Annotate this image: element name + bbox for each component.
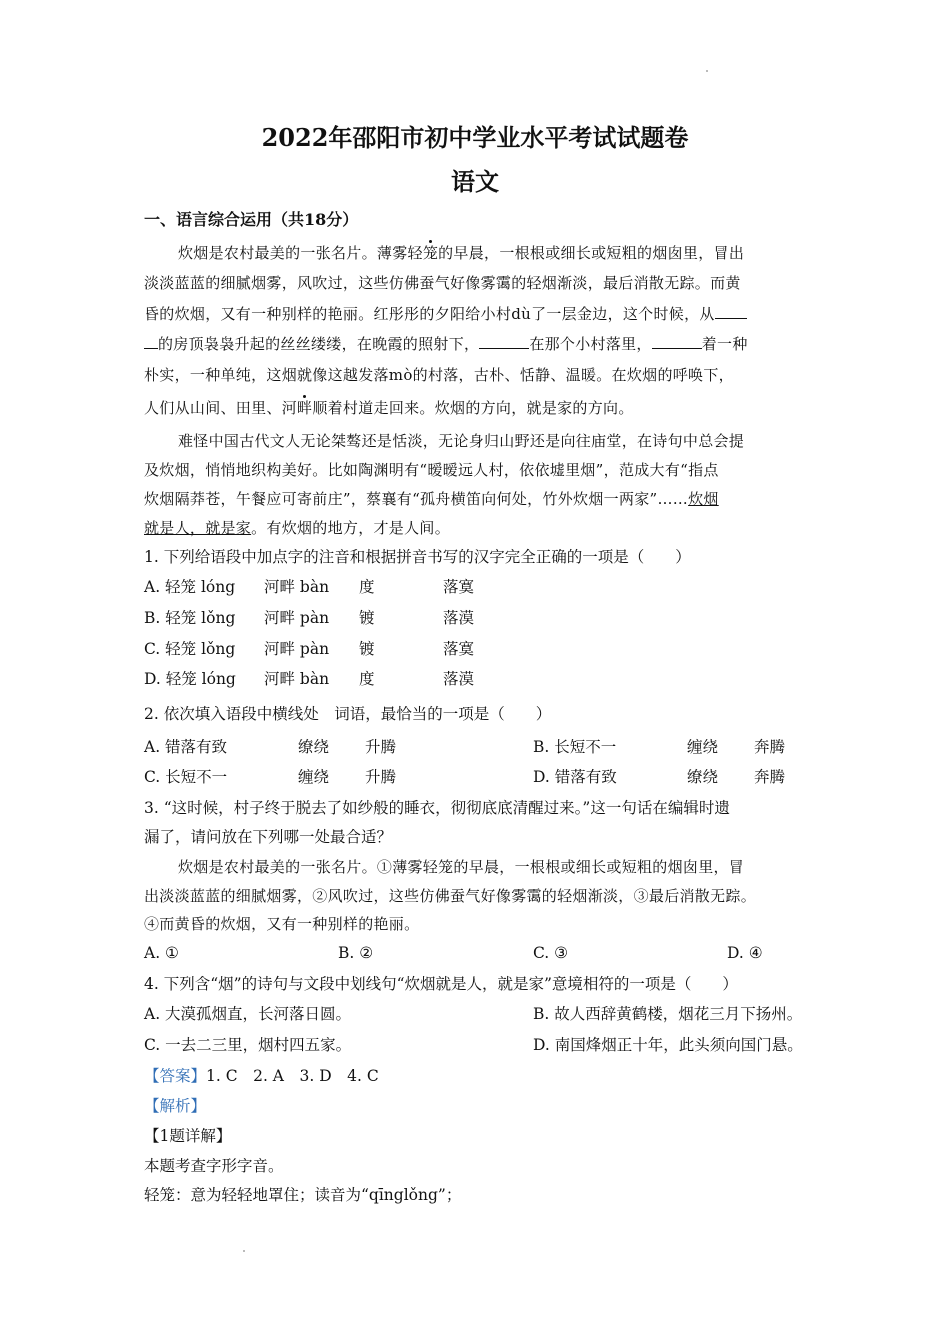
passage1-line: 的房顶袅袅升起的丝丝缕缕，在晚霞的照射下， 在那个小村落里， 着一种	[144, 334, 748, 354]
passage2-line: 及炊烟，悄悄地织构美好。比如陶渊明有“暧暧远人村，依依墟里烟”，范成大有“指点	[144, 461, 719, 479]
q1-option-c: 镀	[359, 640, 375, 658]
q1-option-d: 河畔 bàn	[264, 670, 330, 688]
underlined-sentence: 炊烟	[688, 490, 719, 508]
q2-option-c: 缠绕	[298, 768, 330, 786]
q1-option-b: B. 轻笼 lǒng	[144, 609, 236, 627]
q2-option-b: 奔腾	[754, 738, 786, 756]
q4-option-a: A. 大漠孤烟直，长河落日圆。	[144, 1005, 352, 1023]
passage1-line: 朴实，一种单纯，这烟就像这越发落mò的村落，古朴、恬静、温暖。在炊烟的呼唤下，	[144, 366, 734, 384]
q2-option-d: 缭绕	[687, 768, 719, 786]
question-2-stem: 2. 依次填入语段中横线处 词语，最恰当的一项是（ ）	[144, 705, 552, 723]
answer-text: 1. C 2. A 3. D 4. C	[206, 1067, 379, 1085]
analysis-label: 【解析】	[144, 1097, 207, 1115]
passage1-line: 昏的炊烟，又有一种别样的艳丽。红彤彤的夕阳给小村dù了一层金边，这个时候，从	[144, 304, 747, 324]
q1-option-c: C. 轻笼 lǒng	[144, 640, 236, 658]
q1-option-d: 度	[359, 670, 375, 688]
detail-label: 【1题详解】	[144, 1127, 232, 1145]
q4-option-d: D. 南国烽烟正十年，此头须向国门悬。	[533, 1036, 803, 1054]
q1-option-b: 落漠	[443, 609, 475, 627]
passage1-line: 人们从山间、田里、河畔顺着村道走回来。炊烟的方向，就是家的方向。	[144, 399, 634, 417]
q1-option-d: D. 轻笼 lóng	[144, 670, 236, 688]
q1-option-a: A. 轻笼 lóng	[144, 578, 236, 596]
q1-option-a: 度	[359, 578, 375, 596]
q4-option-b: B. 故人西辞黄鹤楼，烟花三月下扬州。	[533, 1005, 803, 1023]
q1-option-a: 落寞	[443, 578, 475, 596]
question-3-stem: 3. “这时候，村子终于脱去了如纱般的睡衣，彻彻底底清醒过来。”这一句话在编辑时遗	[144, 799, 730, 817]
section-heading: 一、语言综合运用（共18分）	[144, 210, 359, 229]
q2-option-a: 缭绕	[298, 738, 330, 756]
q2-option-c: C. 长短不一	[144, 768, 228, 786]
question-3-passage: 出淡淡蓝蓝的细腻烟雾，②风吹过，这些仿佛蚕气好像雾霭的轻烟渐淡，③最后消散无踪。	[144, 887, 757, 905]
q1-option-a: 河畔 bàn	[264, 578, 330, 596]
q4-option-c: C. 一去二三里，烟村四五家。	[144, 1036, 352, 1054]
question-3-passage: 炊烟是农村最美的一张名片。①薄雾轻笼的早晨，一根根或细长或短粗的烟囱里，冒	[178, 858, 745, 876]
q1-option-c: 落寞	[443, 640, 475, 658]
q1-option-c: 河畔 pàn	[264, 640, 330, 658]
question-1-stem: 1. 下列给语段中加点字的注音和根据拼音书写的汉字完全正确的一项是（ ）	[144, 548, 691, 566]
underlined-sentence: 就是人，就是家	[144, 519, 252, 537]
q2-option-b: B. 长短不一	[533, 738, 617, 756]
passage1-line: 炊烟是农村最美的一张名片。薄雾轻笼的早晨，一根根或细长或短粗的烟囱里，冒出	[178, 244, 745, 262]
q1-option-b: 河畔 pàn	[264, 609, 330, 627]
q2-option-a: A. 错落有致	[144, 738, 228, 756]
q3-option-c: C. ③	[533, 944, 569, 962]
q2-option-b: 缠绕	[687, 738, 719, 756]
fill-blank	[715, 304, 747, 319]
q2-option-a: 升腾	[365, 738, 397, 756]
exam-title: 2022年邵阳市初中学业水平考试试题卷	[261, 123, 689, 152]
q3-option-b: B. ②	[338, 944, 374, 962]
q1-option-b: 镀	[359, 609, 375, 627]
subject-title: 语文	[451, 167, 499, 196]
fill-blank	[144, 334, 158, 349]
q2-option-c: 升腾	[365, 768, 397, 786]
scan-mark	[243, 1250, 245, 1252]
detail-text: 轻笼：意为轻轻地罩住；读音为“qīnglǒng”；	[144, 1186, 462, 1204]
dotted-char: 笼	[422, 244, 439, 262]
q1-option-d: 落漠	[443, 670, 475, 688]
passage1-line: 淡淡蓝蓝的细腻烟雾，风吹过，这些仿佛蚕气好像雾霭的轻烟渐淡，最后消散无踪。而黄	[144, 274, 741, 292]
detail-text: 本题考查字形字音。	[144, 1157, 284, 1175]
fill-blank	[652, 334, 702, 349]
question-3-passage: ④而黄昏的炊烟，又有一种别样的艳丽。	[144, 915, 420, 933]
dotted-char: 畔	[297, 399, 313, 417]
answer-label: 【答案】	[144, 1067, 207, 1085]
fill-blank	[479, 334, 529, 349]
passage2-line: 就是人，就是家。有炊烟的地方，才是人间。	[144, 519, 451, 537]
answer-line	[144, 1066, 379, 1086]
q3-option-a: A. ①	[144, 944, 179, 962]
question-3-stem: 漏了，请问放在下列哪一处最合适？	[144, 828, 393, 846]
q3-option-d: D. ④	[727, 944, 763, 962]
q2-option-d: D. 错落有致	[533, 768, 617, 786]
scan-mark	[706, 70, 708, 72]
question-4-stem: 4. 下列含“烟”的诗句与文段中划线句“炊烟就是人，就是家”意境相符的一项是（ ）	[144, 975, 738, 993]
q2-option-d: 奔腾	[754, 768, 786, 786]
passage2-line: 炊烟隔莽苍，午餐应可寄前庄”，蔡襄有“孤舟横笛向何处，竹外炊烟一两家”……炊烟	[144, 490, 719, 508]
passage2-line: 难怪中国古代文人无论桀骜还是恬淡，无论身归山野还是向往庙堂，在诗句中总会提	[178, 432, 745, 450]
